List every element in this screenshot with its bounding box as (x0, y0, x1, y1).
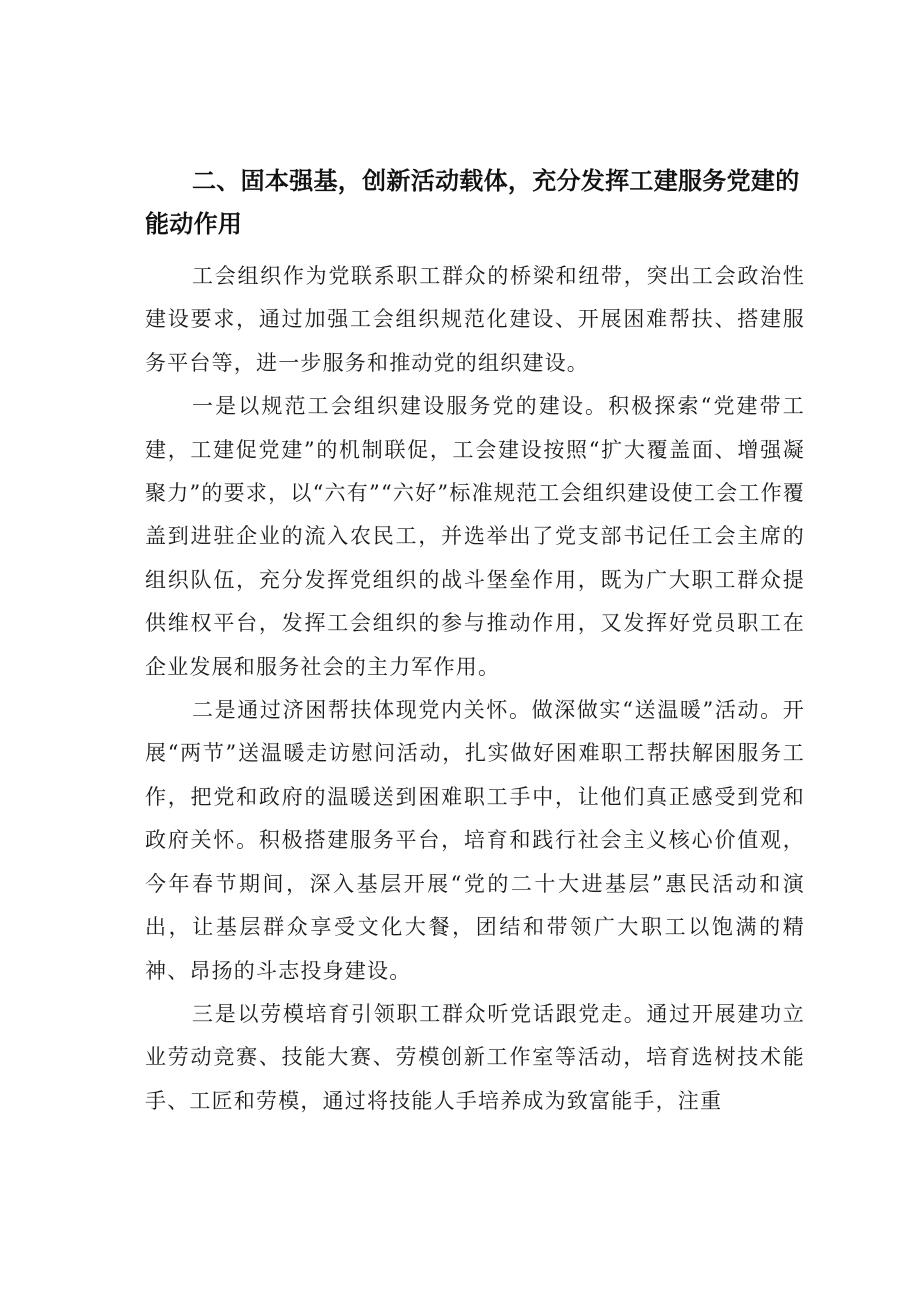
document-body (145, 160, 805, 1123)
paragraph-intro: 工会组织作为党联系职工群众的桥梁和纽带，突出工会政治性建设要求，通过加强工会组织规范化建设、开展困难帮扶、搭建服务平台等，进一步服务和推动党的组织建设。 (145, 264, 805, 375)
paragraph-point-one: 一是以规范工会组织建设服务党的建设。积极探索“党建带工建，工建促党建”的机制联促，工会建设按照“扩大覆盖面、增强凝聚力”的要求，以“六有”“六好”标准规范工会组织建设使工会工作覆盖到进驻企业的流入农民工，并选举出了党支部书记任工会主席的组织队伍，充分发挥党组织的战斗堡垒作用，既为广大职工群众提供维权平台，发挥工会组织的参与推动作用，又发挥好党员职工在企业发展和服务社会的主力军作用。 (145, 394, 805, 679)
section-heading: 二、固本强基，创新活动载体，充分发挥工建服务党建的能动作用 (145, 167, 800, 238)
paragraph-point-two: 二是通过济困帮扶体现党内关怀。做深做实“送温暖”活动。开展“两节”送温暖走访慰问活动，扎实做好困难职工帮扶解困服务工作，把党和政府的温暖送到困难职工手中，让他们真正感受到党和政府关怀。积极搭建服务平台，培育和践行社会主义核心价值观，今年春节期间，深入基层开展“党的二十大进基层”惠民活动和演出，让基层群众享受文化大餐，团结和带领广大职工以饱满的精神、昂扬的斗志投身建设。 (145, 698, 805, 983)
paragraph-point-three: 三是以劳模培育引领职工群众听党话跟党走。通过开展建功立业劳动竞赛、技能大赛、劳模创新工作室等活动，培育选树技术能手、工匠和劳模，通过将技能人手培养成为致富能手，注重 (145, 1001, 805, 1113)
